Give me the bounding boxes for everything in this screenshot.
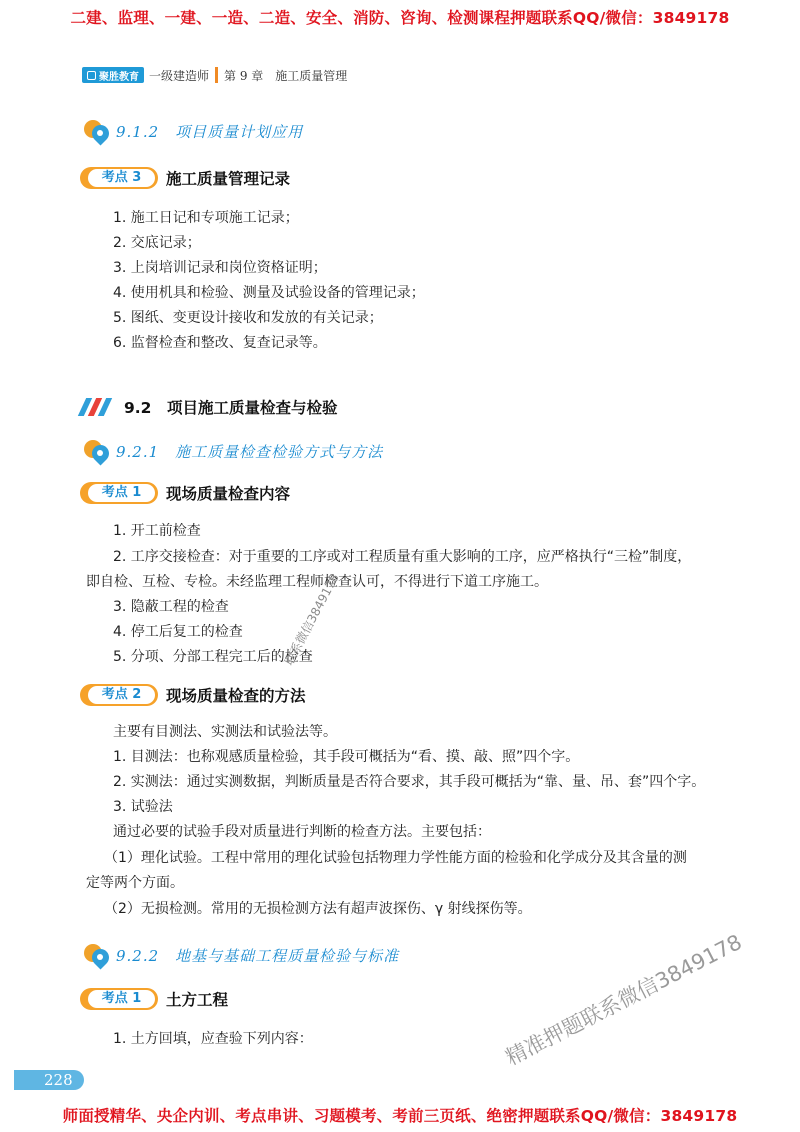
list-item: （2）无损检测。常用的无损检测方法有超声波探伤、γ 射线探伤等。 (104, 901, 532, 917)
page-number: 228 (44, 1071, 73, 1089)
list-item: 6. 监督检查和整改、复查记录等。 (113, 335, 327, 351)
kaodian-1-heading (80, 482, 290, 504)
section-heading-9-2-2: 9.2.2 地基与基础工程质量检验与标准 (82, 942, 399, 968)
list-item: 1. 目测法：也称观感质量检验，其手段可概括为“看、摸、敲、照”四个字。 (113, 749, 580, 765)
kaodian-title: 土方工程 (166, 991, 229, 1009)
kaodian-2-heading (80, 684, 306, 706)
kaodian-badge: 考点 2 (80, 684, 158, 706)
section-heading-9-2-1: 9.2.1 施工质量检查检验方式与方法 (82, 438, 383, 464)
list-item: 3. 试验法 (113, 799, 173, 815)
logo-text: 聚胜教育 (99, 71, 139, 83)
section-heading-9-2: 9.2 项目施工质量检查与检验 (78, 396, 337, 418)
kaodian-3-heading (80, 167, 290, 189)
list-item: 3. 上岗培训记录和岗位资格证明； (113, 260, 327, 276)
paragraph: 通过必要的试验手段对质量进行判断的检查方法。主要包括： (113, 824, 491, 840)
list-item: 2. 工序交接检查：对于重要的工序或对工程质量有重大影响的工序，应严格执行“三检”制度， (113, 549, 692, 565)
list-item: 4. 使用机具和检验、测量及试验设备的管理记录； (113, 285, 425, 301)
watermark-large: 精准押题联系微信3849178 (501, 929, 746, 1070)
location-pin-icon (82, 118, 112, 144)
list-item: 3. 隐蔽工程的检查 (113, 599, 229, 615)
paragraph: 主要有目测法、实测法和试验法等。 (113, 724, 337, 740)
header-divider (215, 67, 218, 83)
watermark-small: 联系微信3849178 (281, 571, 342, 668)
brand-logo (82, 67, 144, 83)
kaodian-1-earthwork-heading (80, 988, 228, 1010)
logo-mark-icon (87, 71, 96, 80)
page-header (82, 66, 347, 84)
location-pin-icon (82, 438, 112, 464)
kaodian-badge: 考点 1 (80, 988, 158, 1010)
list-item: 1. 开工前检查 (113, 523, 201, 539)
list-item: 1. 施工日记和专项施工记录； (113, 210, 299, 226)
stripes-icon (78, 398, 118, 416)
list-item: 2. 实测法：通过实测数据，判断质量是否符合要求，其手段可概括为“靠、量、吊、套”四个字。 (113, 774, 706, 790)
list-item: 1. 土方回填，应查验下列内容： (113, 1031, 313, 1047)
list-item: 4. 停工后复工的检查 (113, 624, 243, 640)
section-heading-9-1-2: 9.1.2 项目质量计划应用 (82, 118, 303, 144)
list-item: 2. 交底记录； (113, 235, 201, 251)
location-pin-icon (82, 942, 112, 968)
chapter-title: 第 9 章 施工质量管理 (224, 68, 348, 83)
kaodian-badge: 考点 1 (80, 482, 158, 504)
list-item-continuation: 即自检、互检、专检。未经监理工程师检查认可，不得进行下道工序施工。 (86, 574, 548, 590)
list-item: 5. 分项、分部工程完工后的检查 (113, 649, 313, 665)
list-item: （1）理化试验。工程中常用的理化试验包括物理力学性能方面的检验和化学成分及其含量的测 (104, 850, 687, 866)
kaodian-title: 现场质量检查内容 (166, 485, 291, 503)
list-item: 5. 图纸、变更设计接收和发放的有关记录； (113, 310, 383, 326)
kaodian-title: 现场质量检查的方法 (166, 687, 306, 705)
bottom-contact-banner: 师面授精华、央企内训、考点串讲、习题模考、考前三页纸、绝密押题联系QQ/微信：3849178 (62, 1107, 738, 1125)
series-title: 一级建造师 (149, 68, 210, 83)
kaodian-badge: 考点 3 (80, 167, 158, 189)
list-item-continuation: 定等两个方面。 (86, 875, 184, 891)
kaodian-title: 施工质量管理记录 (166, 170, 291, 188)
top-contact-banner: 二建、监理、一建、一造、二造、安全、消防、咨询、检测课程押题联系QQ/微信：3849178 (70, 9, 730, 27)
